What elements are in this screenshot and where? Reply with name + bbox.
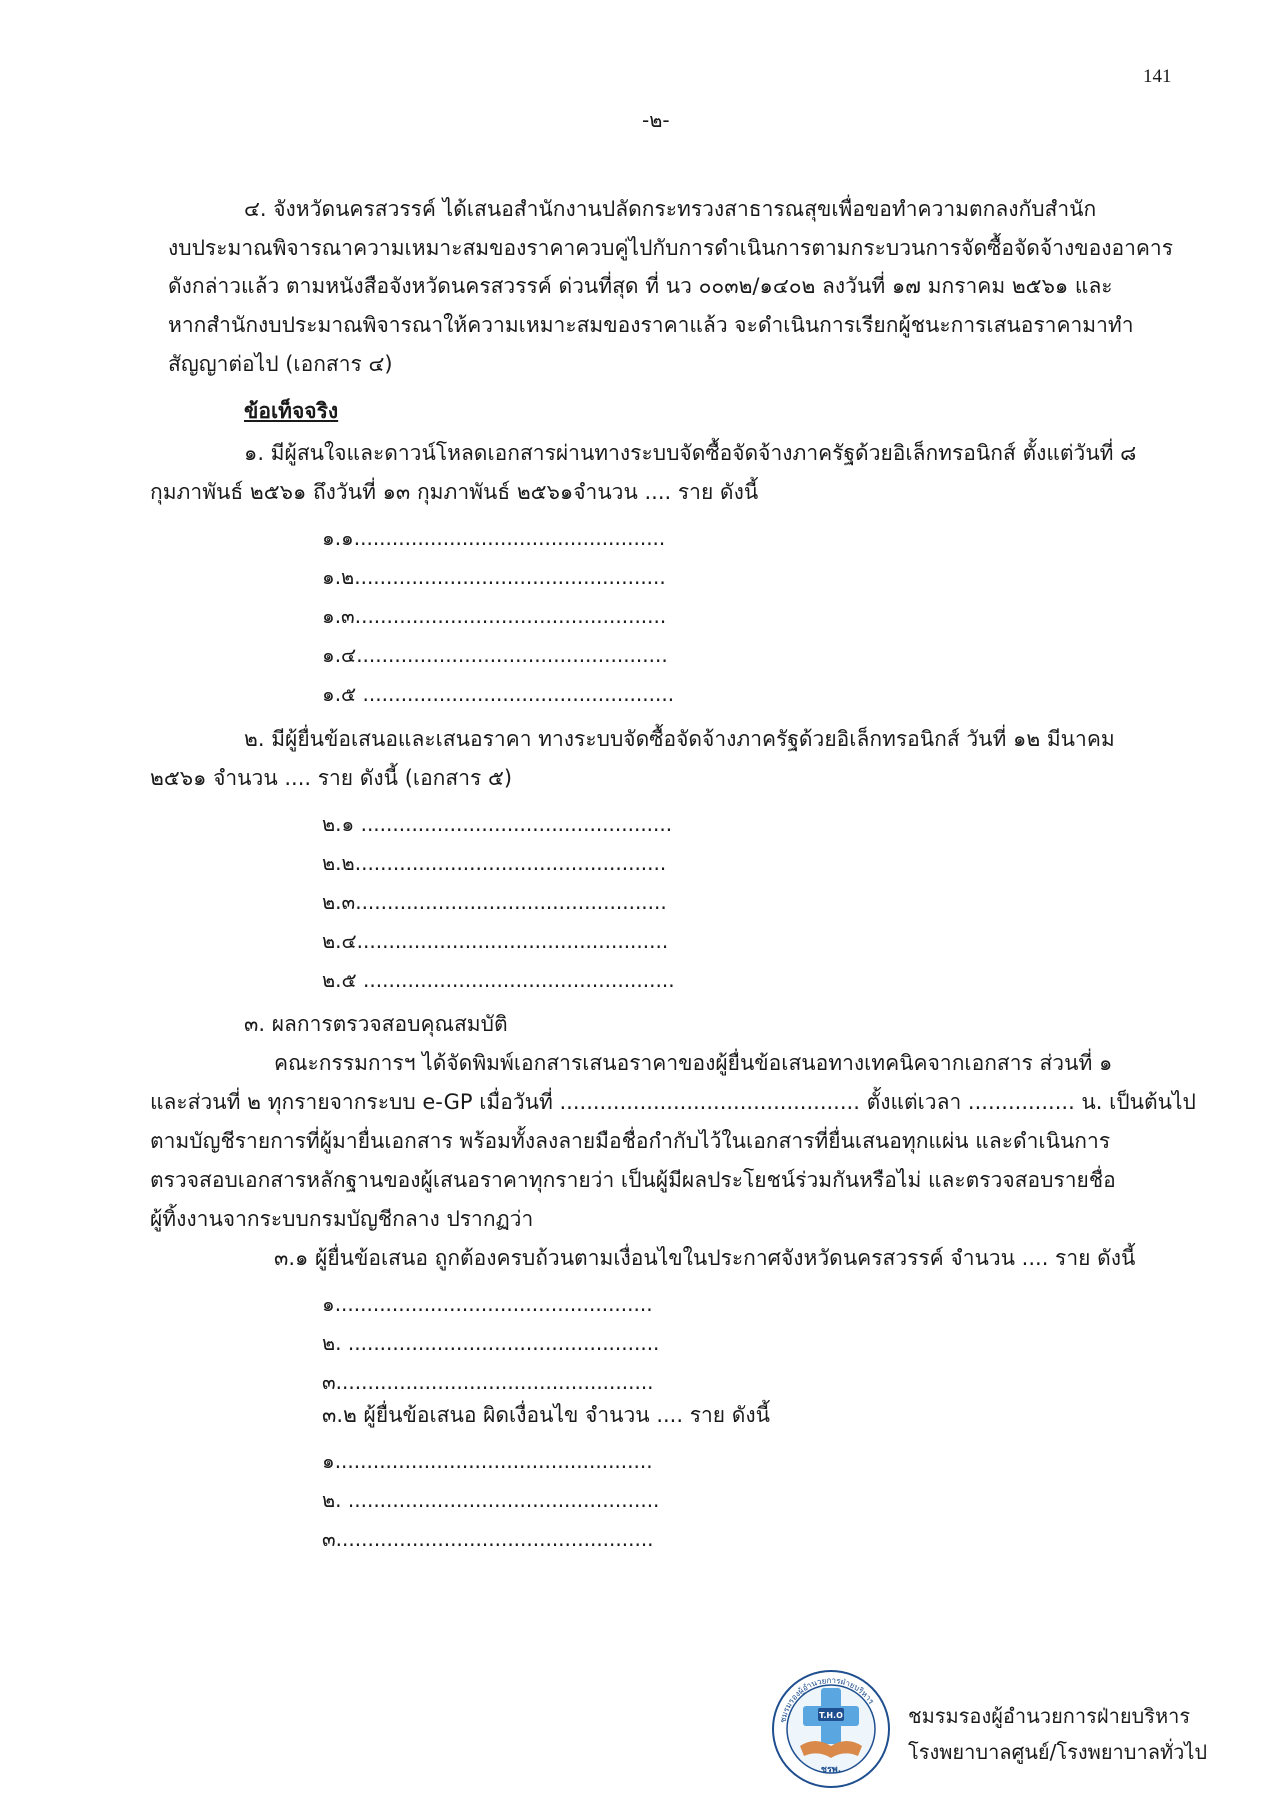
fact3-1-heading: ๓.๑ ผู้ยื่นข้อเสนอ ถูกต้องครบถ้วนตามเงื่อนไขในประกาศจังหวัดนครสวรรค์ จำนวน .... ราย ดังนี้ — [274, 1246, 1136, 1270]
fact1-line-2: กุมภาพันธ์ ๒๕๖๑ ถึงวันที่ ๑๓ กุมภาพันธ์ ๒๕๖๑จำนวน .... ราย ดังนี้ — [150, 480, 759, 504]
logo-badge: T.H.O — [819, 1711, 843, 1720]
fact1-item: ๑.๓................................................. — [322, 604, 667, 628]
fact3-title: ๓. ผลการตรวจสอบคุณสมบัติ — [244, 1012, 508, 1036]
fact3-2-item: ๓.................................................. — [322, 1527, 654, 1551]
para4-line-4: หากสำนักงบประมาณพิจารณาให้ความเหมาะสมของราคาแล้ว จะดำเนินการเรียกผู้ชนะการเสนอราคามาทำ — [168, 313, 1134, 337]
logo-emblem-icon — [770, 1668, 892, 1790]
fact2-item: ๒.๒................................................. — [322, 851, 667, 875]
logo-ring-text: ชมรมรองผู้อำนวยการฝ่ายบริหาร — [778, 1675, 876, 1724]
fact3-1-item: ๓.................................................. — [322, 1370, 654, 1394]
org-name-line-2: โรงพยาบาลศูนย์/โรงพยาบาลทั่วไป — [908, 1740, 1208, 1764]
org-name-line-1: ชมรมรองผู้อำนวยการฝ่ายบริหาร — [908, 1704, 1191, 1728]
fact1-line-1: ๑. มีผู้สนใจและดาวน์โหลดเอกสารผ่านทางระบบจัดซื้อจัดจ้างภาครัฐด้วยอิเล็กทรอนิกส์ ตั้งแต่วันที่ ๘ — [244, 441, 1137, 465]
page-number: 141 — [1143, 66, 1172, 87]
fact3-body-line-3: ตามบัญชีรายการที่ผู้มายื่นเอกสาร พร้อมทั้งลงลายมือชื่อกำกับไว้ในเอกสารที่ยื่นเสนอทุกแผ่น และดำเนินการ — [150, 1129, 1111, 1153]
para4-line-2: งบประมาณพิจารณาความเหมาะสมของราคาควบคู่ไปกับการดำเนินการตามกระบวนการจัดซื้อจัดจ้างของอาคาร — [168, 236, 1173, 260]
fact3-2-item: ๑.................................................. — [322, 1449, 653, 1473]
fact3-2-heading: ๓.๒ ผู้ยื่นข้อเสนอ ผิดเงื่อนไข จำนวน .... ราย ดังนี้ — [322, 1403, 771, 1427]
fact3-body-line-2: และส่วนที่ ๒ ทุกรายจากระบบ e-GP เมื่อวันที่ ............................................. ตั้งแต่เวลา ................ น. เป็นต้นไป — [150, 1090, 1196, 1114]
fact1-item: ๑.๒................................................. — [322, 565, 666, 589]
fact2-line-1: ๒. มีผู้ยื่นข้อเสนอและเสนอราคา ทางระบบจัดซื้อจัดจ้างภาครัฐด้วยอิเล็กทรอนิกส์ วันที่ ๑๒ มีนาคม — [244, 727, 1115, 751]
association-logo — [770, 1668, 892, 1790]
fact3-2-item: ๒. ................................................. — [322, 1488, 660, 1512]
fact1-item: ๑.๕ ................................................. — [322, 682, 675, 706]
fact2-line-2: ๒๕๖๑ จำนวน .... ราย ดังนี้ (เอกสาร ๕) — [150, 766, 513, 790]
section-number: -๒- — [642, 108, 670, 132]
fact1-item: ๑.๔................................................. — [322, 643, 668, 667]
fact3-1-item: ๑.................................................. — [322, 1292, 653, 1316]
fact2-item: ๒.๕ ................................................. — [322, 968, 675, 992]
fact3-1-item: ๒. ................................................. — [322, 1331, 660, 1355]
para4-line-3: ดังกล่าวแล้ว ตามหนังสือจังหวัดนครสวรรค์ ด่วนที่สุด ที่ นว ๐๐๓๒/๑๔๐๒ ลงวันที่ ๑๗ มกราคม ๒๕๖๑ และ — [168, 274, 1113, 298]
para4-line-1: ๔. จังหวัดนครสวรรค์ ได้เสนอสำนักงานปลัดกระทรวงสาธารณสุขเพื่อขอทำความตกลงกับสำนัก — [244, 197, 1097, 221]
fact3-body-line-5: ผู้ทิ้งงานจากระบบกรมบัญชีกลาง ปรากฏว่า — [150, 1207, 534, 1231]
fact2-item: ๒.๑ ................................................. — [322, 812, 673, 836]
fact3-body-line-4: ตรวจสอบเอกสารหลักฐานของผู้เสนอราคาทุกรายว่า เป็นผู้มีผลประโยชน์ร่วมกันหรือไม่ และตรวจสอบรายชื่อ — [150, 1168, 1116, 1192]
facts-heading: ข้อเท็จจริง — [244, 399, 339, 423]
fact1-item: ๑.๑................................................. — [322, 526, 666, 550]
fact2-item: ๒.๔................................................. — [322, 929, 669, 953]
para4-line-5: สัญญาต่อไป (เอกสาร ๔) — [168, 352, 393, 376]
fact2-item: ๒.๓................................................. — [322, 890, 667, 914]
fact3-body-line-1: คณะกรรมการฯ ได้จัดพิมพ์เอกสารเสนอราคาของผู้ยื่นข้อเสนอทางเทคนิคจากเอกสาร ส่วนที่ ๑ — [274, 1051, 1113, 1075]
logo-abbr: ชรพ. — [820, 1765, 842, 1775]
